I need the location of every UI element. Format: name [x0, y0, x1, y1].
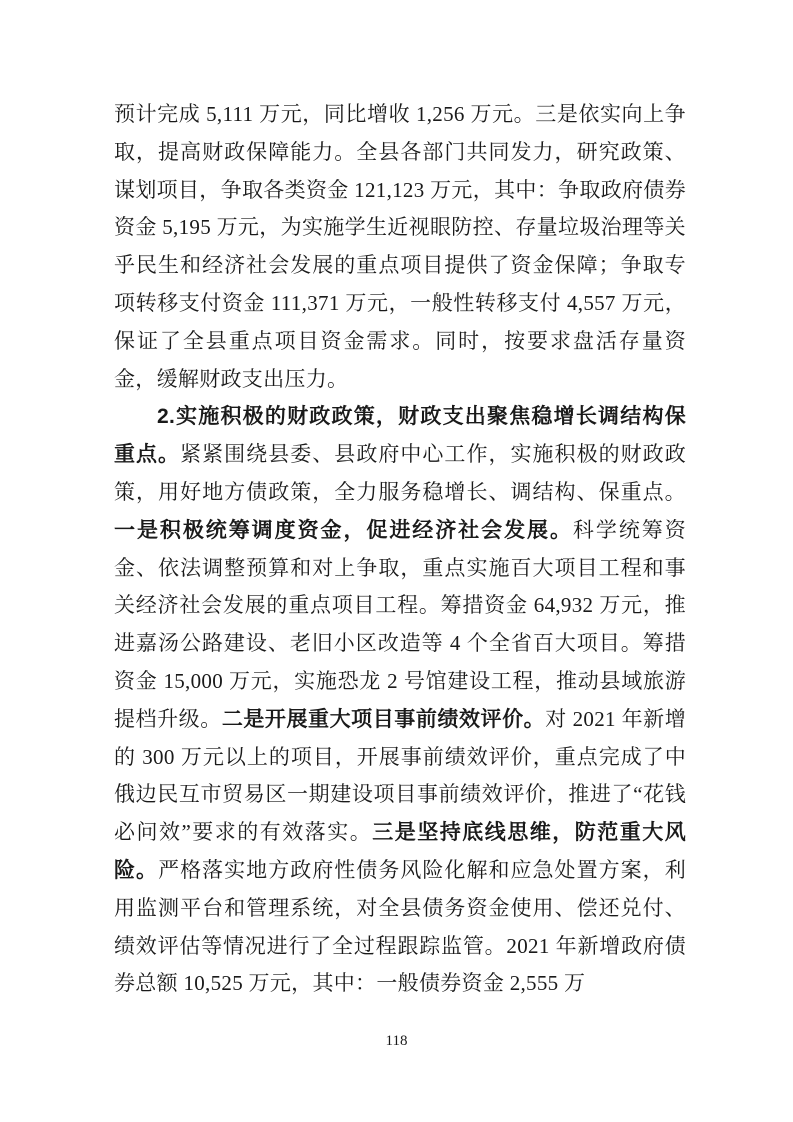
text-run: 紧紧围绕县委、县政府中心工作，实施积极的财政政策，用好地方债政策，全力服务稳增长、调结构、保重点。	[114, 442, 686, 504]
document-body	[114, 96, 686, 1003]
text-run-bold: 二是开展重大项目事前绩效评价。	[221, 707, 546, 731]
text-run-bold: 2.实施积极的财政政策，财政支出聚焦稳增长调结构保重点。	[114, 405, 686, 467]
text-run: 对 2021 年新增的 300 万元以上的项目，开展事前绩效评价，重点完成了中俄边民互市贸易区一期建设项目事前绩效评价，推进了“花钱必问效”要求的有效落实。	[114, 706, 687, 845]
paragraph	[114, 96, 686, 398]
page-number: 118	[385, 1033, 408, 1049]
text-run: 科学统筹资金、依法调整预算和对上争取，重点实施百大项目工程和事关经济社会发展的重点项目工程。筹措资金 64,932 万元，推进嘉汤公路建设、老旧小区改造等 4 个全省百大项目。筹措资金 15,000 万元，实施恐龙 2 号馆建设工程，推动县域旅游提档升级。	[114, 517, 687, 731]
text-run-bold: 三是坚持底线思维，防范重大风险。	[114, 821, 686, 882]
text-run-bold: 一是积极统筹调度资金，促进经济社会发展。	[114, 518, 573, 542]
text-run: 预计完成 5,111 万元，同比增收 1,256 万元。三是依实向上争取，提高财政保障能力。全县各部门共同发力，研究政策、谋划项目，争取各类资金 121,123 万元，其中：争取政府债券资金 5,195 万元，为实施学生近视眼防控、存量垃圾治理等关乎民生和经济社会发展的重点项目提供了资金保障；争取专项转移支付资金 111,371 万元，一般性转移支付 4,557 万元，保证了全县重点项目资金需求。同时，按要求盘活存量资金，缓解财政支出压力。	[114, 102, 686, 391]
paragraph	[114, 398, 686, 1003]
text-run: 严格落实地方政府性债务风险化解和应急处置方案，利用监测平台和管理系统，对全县债务资金使用、偿还兑付、绩效评估等情况进行了全过程跟踪监管。2021 年新增政府债券总额 10,525 万元，其中：一般债券资金 2,555 万	[114, 857, 686, 996]
